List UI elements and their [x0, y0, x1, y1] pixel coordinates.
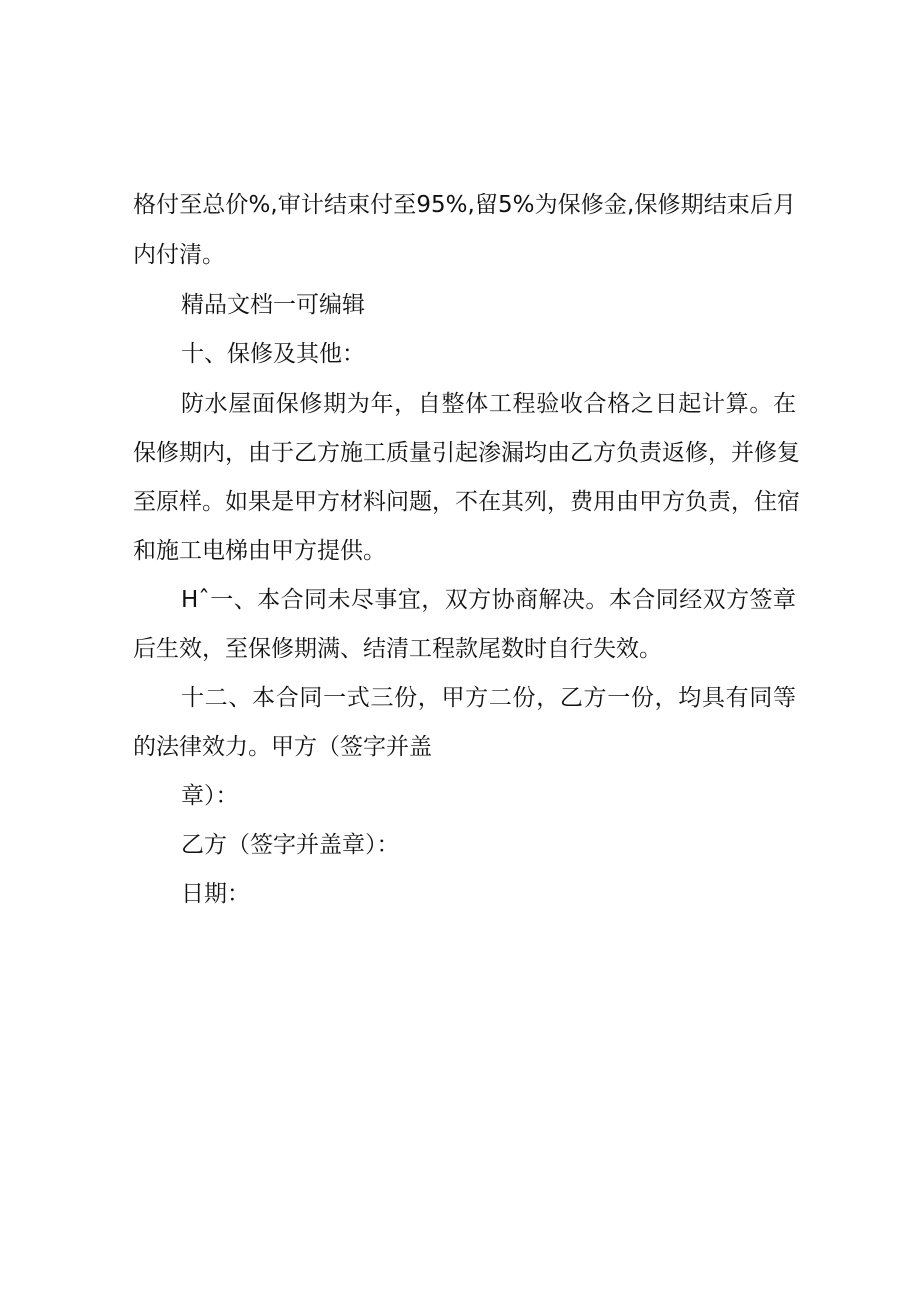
party-b-signature-label: 乙方（签字并盖章）：	[181, 832, 400, 858]
party-a-signature-label: 章）：	[181, 783, 239, 809]
section-eleven-line-2: 后生效，至保修期满、结清工程款尾数时自行失效。	[133, 636, 662, 662]
payment-terms-line-1: 格付至总价%,审计结束付至95%,留5%为保修金,保修期结束后月	[133, 192, 796, 218]
warranty-paragraph-line-2: 保修期内，由于乙方施工质量引起渗漏均由乙方负责返修，并修复	[133, 440, 800, 466]
editable-watermark-text: 精品文档一可编辑	[181, 292, 365, 318]
section-twelve-line-2: 的法律效力。甲方（签字并盖	[133, 734, 432, 760]
warranty-paragraph-line-3: 至原样。如果是甲方材料问题，不在其列，费用由甲方负责，住宿	[133, 489, 800, 515]
section-heading-warranty: 十、保修及其他：	[181, 341, 365, 367]
warranty-paragraph-line-1: 防水屋面保修期为年，自整体工程验收合格之日起计算。在	[181, 391, 796, 417]
section-twelve-line-1: 十二、本合同一式三份，甲方二份，乙方一份，均具有同等	[181, 685, 796, 711]
warranty-paragraph-line-4: 和施工电梯由甲方提供。	[133, 538, 386, 564]
payment-terms-line-2: 内付清。	[133, 242, 225, 268]
section-eleven-line-1: Hˆ一、本合同未尽事宜，双方协商解决。本合同经双方签章	[181, 587, 796, 613]
date-label: 日期：	[181, 881, 250, 907]
